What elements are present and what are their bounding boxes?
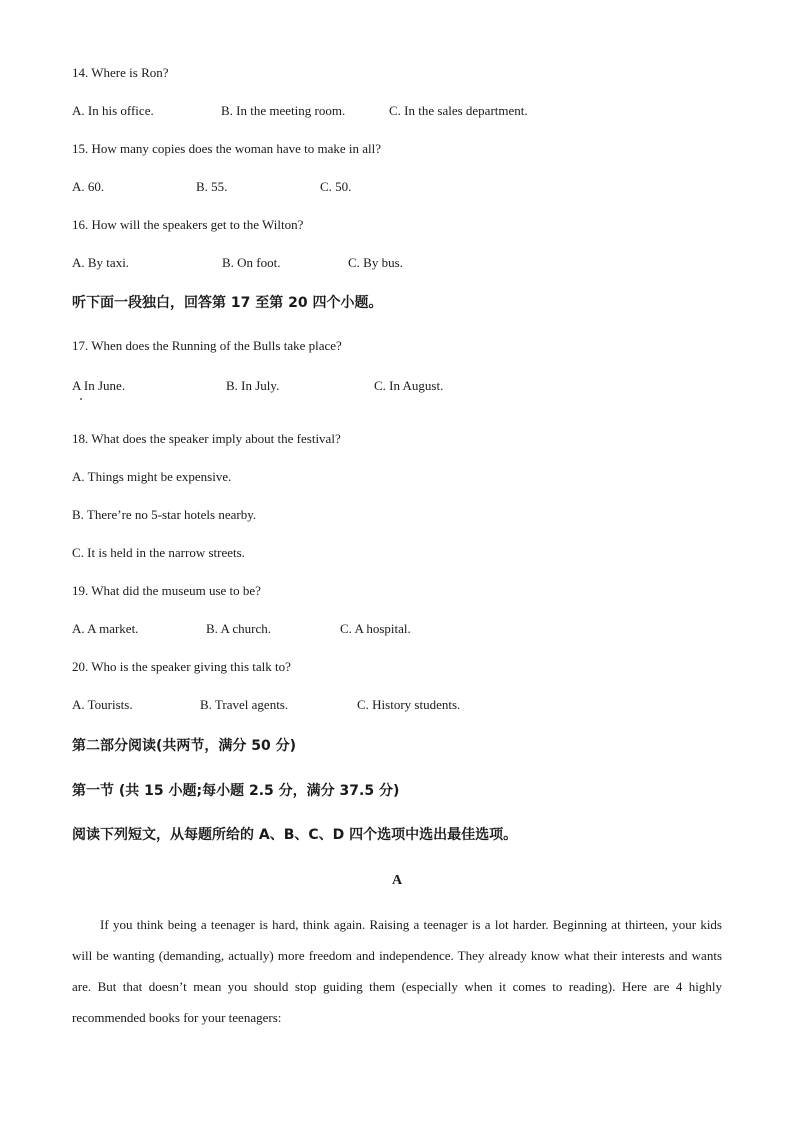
option-20-b: B. Travel agents. (200, 697, 289, 712)
option-14-a: A. In his office. (72, 103, 154, 118)
option-20-c: C. History students. (357, 697, 461, 712)
option-18-c: C. It is held in the narrow streets. (72, 545, 245, 560)
question-16: 16. How will the speakers get to the Wilton? (72, 217, 304, 232)
section-heading-17-20: 听下面一段独白，回答第 17 至第 20 四个小题。 (72, 295, 383, 311)
option-15-a: A. 60. (72, 179, 105, 194)
option-19-a: A. A market. (72, 621, 139, 636)
question-17: 17. When does the Running of the Bulls take place? (72, 338, 342, 353)
option-15-b: B. 55. (196, 179, 228, 194)
option-20-a: A. Tourists. (72, 697, 133, 712)
question-18: 18. What does the speaker imply about the festival? (72, 431, 341, 446)
stray-dot (80, 398, 82, 400)
option-14-b: B. In the meeting room. (221, 103, 346, 118)
option-16-a: A. By taxi. (72, 255, 130, 270)
question-20: 20. Who is the speaker giving this talk to? (72, 659, 291, 674)
option-14-c: C. In the sales department. (389, 103, 528, 118)
option-19-b: B. A church. (206, 621, 271, 636)
option-15-c: C. 50. (320, 179, 352, 194)
passage-label: A (391, 873, 403, 888)
option-19-c: C. A hospital. (340, 621, 411, 636)
passage-paragraph (72, 909, 722, 1033)
question-19: 19. What did the museum use to be? (72, 583, 261, 598)
option-18-a: A. Things might be expensive. (72, 469, 232, 484)
option-17-a: A In June. (72, 378, 126, 393)
passage-text: If you think being a teenager is hard, think again. Raising a teenager is a lot harder. Beginning at thirteen, your kids will be wanting (demanding, actually) more freedom and independence. They already know what their interests and wants are. But that doesn’t mean you should stop guiding them (especially when it comes to reading). Here are 4 highly recommended books for your teenagers: (72, 917, 722, 1025)
instruction: 阅读下列短文，从每题所给的 A、B、C、D 四个选项中选出最佳选项。 (72, 827, 518, 843)
section1-heading: 第一节 (共 15 小题;每小题 2.5 分，满分 37.5 分) (72, 783, 400, 799)
part2-heading: 第二部分阅读(共两节，满分 50 分) (72, 738, 297, 754)
option-17-c: C. In August. (374, 378, 444, 393)
option-16-b: B. On foot. (222, 255, 281, 270)
option-17-b: B. In July. (226, 378, 280, 393)
question-15: 15. How many copies does the woman have to make in all? (72, 141, 382, 156)
question-14: 14. Where is Ron? (72, 65, 169, 80)
option-18-b: B. There’re no 5-star hotels nearby. (72, 507, 257, 522)
option-16-c: C. By bus. (348, 255, 403, 270)
